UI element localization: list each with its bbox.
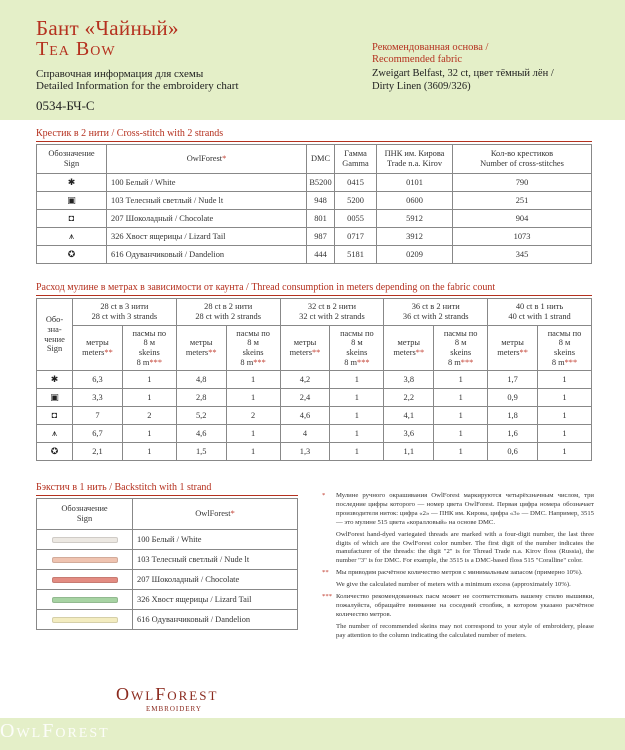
cross-stitch-table <box>36 144 592 264</box>
col-owlforest: OwlForest* <box>107 145 307 174</box>
info-en: Detailed Information for the embroidery chart <box>36 80 239 92</box>
table-row: ⩚ 6,7 1 4,6 1 4 1 3,6 1 1,6 1 <box>37 425 592 443</box>
symbol-star: ✪ <box>37 246 107 264</box>
table-row: ◘ 7 2 5,2 2 4,6 1 4,1 1 1,8 1 <box>37 407 592 425</box>
table-row: 326 Хвост ящерицы / Lizard Tail <box>37 590 298 610</box>
footnote-3: *** Количество рекомендованных пасм может не соответствовать вашему стилю вышивки, пожалуйста, обращайте внимание на соседний столбик, в котором указано расчётное количество метров. The number of recommended skeins may not correspond to your style of embroidery, please pay attention to the column indicating the calculated number of meters. <box>322 593 594 639</box>
col-sign: Обозначение Sign <box>37 499 133 530</box>
symbol-asterisk: ✱ <box>37 174 107 192</box>
info-ru: Справочная информация для схемы <box>36 68 204 80</box>
table-row: ✱ 100 Белый / White B5200 0415 0101 790 <box>37 174 592 192</box>
cross-rule <box>36 141 592 142</box>
footer-logo: OwlForest <box>0 720 110 742</box>
backstitch-section-title: Бэкстич в 1 нить / Backstitch with 1 strand <box>36 482 212 493</box>
chart-code: 0534-БЧ-С <box>36 98 95 113</box>
table-row: ✱ 6,3 1 4,8 1 4,2 1 3,8 1 1,7 1 <box>37 371 592 389</box>
col-skeins: пасмы по 8 м skeins 8 m*** <box>226 326 280 371</box>
col-skeins: пасмы по 8 м skeins 8 m*** <box>537 326 591 371</box>
footnote-2: ** Мы приводим расчётное количество метров с минимальным запасом (примерно 10%). We give the calculated number of meters with a minimum excess (approximately 10%). <box>322 569 583 589</box>
line-swatch <box>52 597 118 603</box>
col-owlforest: OwlForest* <box>133 499 298 530</box>
count-40-1: 40 ct в 1 нить 40 ct with 1 strand <box>488 299 592 326</box>
table-row: 100 Белый / White <box>37 530 298 550</box>
line-swatch <box>52 617 118 623</box>
col-meters: метры meters** <box>73 326 123 371</box>
table-row: 616 Одуванчиковый / Dandelion <box>37 610 298 630</box>
footnotes <box>322 492 594 644</box>
table-row: ▣ 103 Телесный светлый / Nude lt 948 5200 0600 251 <box>37 192 592 210</box>
col-gamma: Гамма Gamma <box>335 145 377 174</box>
col-sign: Обозначение Sign <box>37 145 107 174</box>
table-row: ✪ 2,1 1 1,5 1 1,3 1 1,1 1 0,6 1 <box>37 443 592 461</box>
line-swatch <box>52 557 118 563</box>
count-28-2: 28 ct в 2 нити 28 ct with 2 strands <box>176 299 280 326</box>
col-meters: метры meters** <box>384 326 434 371</box>
table-row: 207 Шоколадный / Chocolate <box>37 570 298 590</box>
col-skeins: пасмы по 8 м skeins 8 m*** <box>122 326 176 371</box>
symbol-arrow: ⩚ <box>37 228 107 246</box>
backstitch-rule <box>36 495 298 496</box>
consumption-rule <box>36 295 592 296</box>
table-row: ✪ 616 Одуванчиковый / Dandelion 444 5181 0209 345 <box>37 246 592 264</box>
symbol-circle-square: ▣ <box>37 192 107 210</box>
col-meters: метры meters** <box>488 326 538 371</box>
title-ru: Бант «Чайный» <box>36 16 179 40</box>
consumption-section-title: Расход мулине в метрах в зависимости от каунта / Thread consumption in meters depending on the fabric count <box>36 282 496 293</box>
cross-section-title: Крестик в 2 нити / Cross-stitch with 2 strands <box>36 128 224 139</box>
col-dmc: DMC <box>307 145 335 174</box>
title-en: Tea Bow <box>36 38 116 60</box>
consumption-table <box>36 298 592 461</box>
brand-sub: EMBROIDERY <box>146 705 202 713</box>
brand-logo: OwlForest <box>116 684 219 704</box>
col-skeins: пасмы по 8 м skeins 8 m*** <box>434 326 488 371</box>
fabric-label-ru: Рекомендованная основа / <box>372 42 489 53</box>
symbol-filled-square: ◘ <box>37 210 107 228</box>
table-row: ◘ 207 Шоколадный / Chocolate 801 0055 5912 904 <box>37 210 592 228</box>
footnote-1: * Мулине ручного окрашивания OwlForest маркируются четырёхзначным числом, три последние цифры которого — номер цвета OwlForest. Первая цифра номера обозначает производителя ниток: цифра «2» — ПНК им. Кирова, цифра «3» — DMC. Например, 3515 — это мулине 515 цвета «коралловый» на основе DMC. OwlForest hand-dyed variegated threads are marked with a four-digit number, the last three digits of which are the OwlForest color number. The first digit of the number indicates the manufacturer of the threads: the digit "2" is for Thread Trade n.a. Kirov floss (Russia), the number "3" is for DMC. For example, the 3515 is a DMC-based floss 515 "Coralline" color. <box>322 492 595 565</box>
table-row: ⩚ 326 Хвост ящерицы / Lizard Tail 987 0717 3912 1073 <box>37 228 592 246</box>
col-sign: Обо- зна- чение Sign <box>37 299 73 371</box>
count-36-2: 36 ct в 2 нити 36 ct with 2 strands <box>384 299 488 326</box>
table-row: 103 Телесный светлый / Nude lt <box>37 550 298 570</box>
col-pnk: ПНК им. Кирова Trade n.a. Kirov <box>377 145 453 174</box>
count-28-3: 28 ct в 3 нити 28 ct with 3 strands <box>73 299 177 326</box>
line-swatch <box>52 577 118 583</box>
col-meters: метры meters** <box>280 326 330 371</box>
table-row: ▣ 3,3 1 2,8 1 2,4 1 2,2 1 0,9 1 <box>37 389 592 407</box>
col-count: Кол-во крестиков Number of cross-stitches <box>453 145 592 174</box>
fabric-label-en: Recommended fabric <box>372 54 463 65</box>
count-32-2: 32 ct в 2 нити 32 ct with 2 strands <box>280 299 384 326</box>
col-meters: метры meters** <box>176 326 226 371</box>
backstitch-table <box>36 498 298 630</box>
fabric-value-1: Zweigart Belfast, 32 ct, цвет тёмный лён / <box>372 68 554 79</box>
fabric-value-2: Dirty Linen (3609/326) <box>372 81 471 92</box>
line-swatch <box>52 537 118 543</box>
col-skeins: пасмы по 8 м skeins 8 m*** <box>330 326 384 371</box>
